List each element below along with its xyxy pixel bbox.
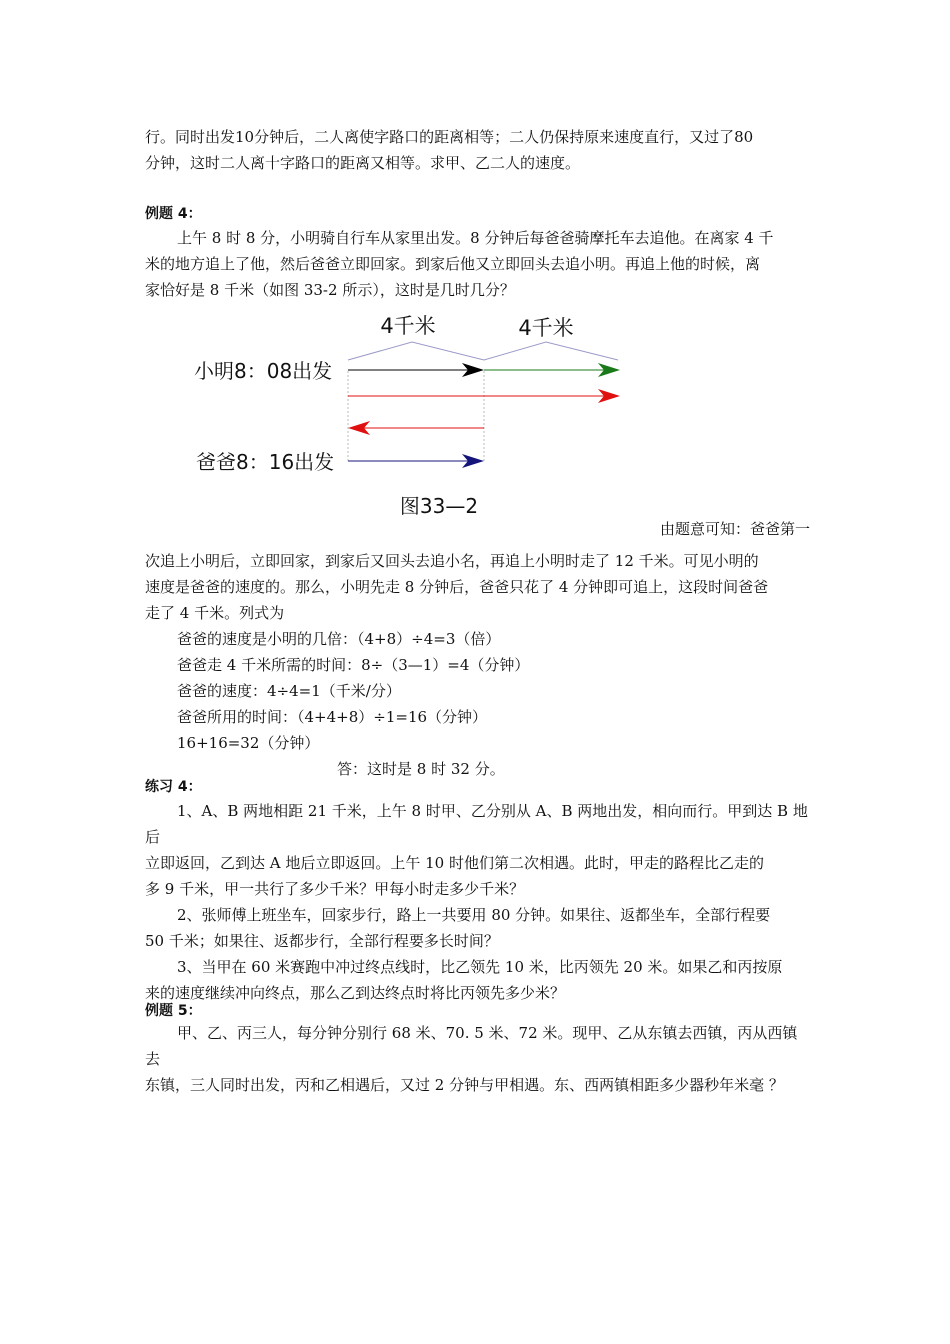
practice4-q1-line-3: 多 9 千米，甲一共行了多少千米？甲每小时走多少千米？ (145, 880, 525, 898)
example5-line-2: 东镇，三人同时出发，丙和乙相遇后，又过 2 分钟与甲相遇。东、西两镇相距多少器秒年米毫 ？ (145, 1076, 784, 1094)
solution-paragraph (145, 548, 810, 782)
practice4-heading: 练习 4： (145, 779, 202, 795)
practice4-q2-line-1: 2、张师傅上班坐车，回家步行，路上一共要用 80 分钟。如果往、返都坐车，全部行程要 (177, 906, 771, 924)
intro-line-1: 行。同时出发10分钟后，二人离使字路口的距离相等；二人仍保持原来速度直行，又过了80 (145, 128, 754, 146)
example4-line-1: 上午 8 时 8 分，小明骑自行车从家里出发。8 分钟后每爸爸骑摩托车去追他。在离家 4 千 (177, 229, 774, 247)
xiaoming-start-label: 小明8：08出发 (194, 359, 333, 383)
distance-guide-line (348, 342, 618, 360)
solution-intro-right: 由题意可知：爸爸第一 (659, 520, 810, 538)
solution-step-3: 爸爸的速度：4÷4=1（千米/分） (177, 682, 401, 700)
example5-heading: 例题 5： (145, 1003, 202, 1019)
segment-label-left: 4千米 (380, 314, 436, 338)
figure-33-2 (0, 0, 950, 530)
practice4-q1-line-1: 1、A、B 两地相距 21 千米，上午 8 时甲、乙分别从 A、B 两地出发，相向而行。甲到达 B 地后 (145, 802, 808, 846)
example5-line-1: 甲、乙、丙三人，每分钟分别行 68 米、70. 5 米、72 米。现甲、乙从东镇去西镇，丙从西镇去 (145, 1024, 798, 1068)
solution-line-1: 次追上小明后，立即回家，到家后又回头去追小名，再追上小明时走了 12 千米。可见小明的 (145, 552, 759, 570)
solution-step-2: 爸爸走 4 千米所需的时间：8÷（3—1）=4（分钟） (177, 656, 530, 674)
practice4-q3-line-1: 3、当甲在 60 米赛跑中冲过终点线时，比乙领先 10 米，比丙领先 20 米。如果乙和丙按原 (177, 958, 783, 976)
solution-line-2: 速度是爸爸的速度的。那么，小明先走 8 分钟后，爸爸只花了 4 分钟即可追上，这段时间爸爸 (145, 578, 769, 596)
example4-heading: 例题 4： (145, 206, 202, 222)
solution-step-1: 爸爸的速度是小明的几倍：（4+8）÷4=3（倍） (177, 630, 501, 648)
practice4-q2-line-2: 50 千米；如果往、返都步行，全部行程要多长时间？ (145, 932, 499, 950)
practice4-q3-line-2: 来的速度继续冲向终点，那么乙到达终点时将比丙领先多少米？ (145, 984, 566, 1002)
practice4-q1-line-2: 立即返回，乙到达 A 地后立即返回。上午 10 时他们第二次相遇。此时，甲走的路程比乙走的 (145, 854, 764, 872)
intro-line-2: 分钟，这时二人离十字路口的距离又相等。求甲、乙二人的速度。 (145, 154, 581, 172)
solution-step-4: 爸爸所用的时间：（4+4+8）÷1=16（分钟） (177, 708, 488, 726)
solution-answer: 答：这时是 8 时 32 分。 (337, 760, 505, 778)
example4-line-3: 家恰好是 8 千米（如图 33-2 所示），这时是几时几分？ (145, 281, 515, 299)
practice4-questions (145, 798, 810, 1006)
example5-problem (145, 1020, 810, 1098)
segment-label-right: 4千米 (518, 316, 574, 340)
example4-line-2: 米的地方追上了他，然后爸爸立即回家。到家后他又立即回头去追小明。再追上他的时候，离 (145, 255, 761, 273)
solution-step-5: 16+16=32（分钟） (177, 734, 320, 752)
solution-line-3: 走了 4 千米。列式为 (145, 604, 285, 622)
figure-caption: 图33—2 (399, 494, 479, 518)
father-start-label: 爸爸8：16出发 (196, 450, 335, 474)
